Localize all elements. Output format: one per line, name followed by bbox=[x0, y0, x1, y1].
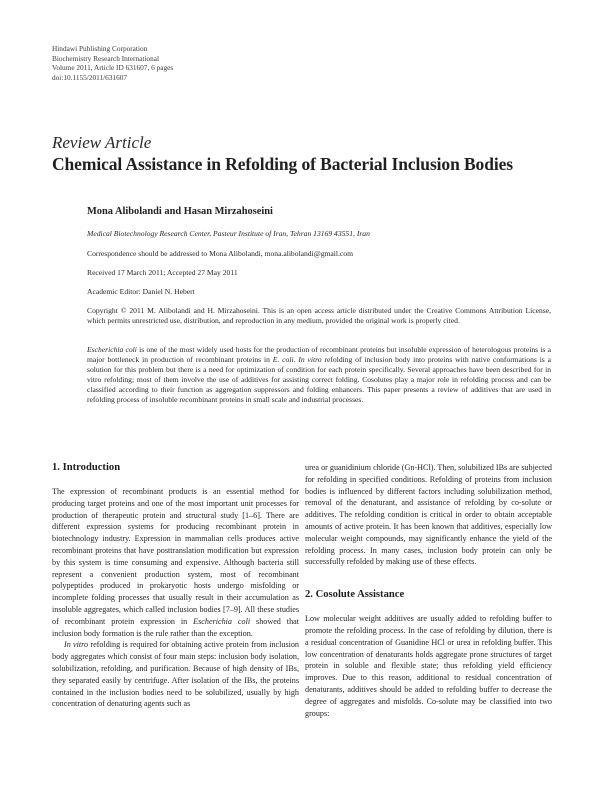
abstract-ecoli: E. coli bbox=[272, 355, 294, 364]
dates: Received 17 March 2011; Accepted 27 May 2011 bbox=[87, 268, 238, 277]
academic-editor: Academic Editor: Daniel N. Hebert bbox=[87, 287, 195, 296]
right-column bbox=[305, 462, 552, 719]
journal-name: Biochemistry Research International bbox=[52, 53, 159, 63]
volume-info: Volume 2011, Article ID 631607, 6 pages bbox=[52, 63, 174, 73]
correspondence: Correspondence should be addressed to Mona Alibolandi, mona.alibolandi@gmail.com bbox=[87, 249, 353, 258]
section-heading-cosolute: 2. Cosolute Assistance bbox=[305, 589, 405, 601]
intro-ecoli: Escherichia coli bbox=[193, 616, 251, 626]
abstract-organism: Escherichia coli bbox=[87, 345, 137, 354]
publisher: Hindawi Publishing Corporation bbox=[52, 44, 148, 53]
doi: doi:10.1155/2011/631607 bbox=[52, 72, 128, 82]
affiliation: Medical Biotechnology Research Center, Pasteur Institute of Iran, Tehran 13169 43551, Iran bbox=[87, 229, 370, 238]
article-type: Review Article bbox=[52, 133, 152, 152]
abstract-text-3: refolding of inclusion body into proteins with native conformations is a solution for this problem but there is a need for optimization of condition for each protein specifically. Several approaches have been described for in vitro refolding; most of them involve the use of additives for assisting correct folding. Cosolutes play a major role in refolding process and can be classified according to their function as aggregation suppressors and folding enhancers. This paper presents a review of additives that are used in refolding process of insoluble recombinant proteins in small scale and industrial processes. bbox=[87, 355, 551, 404]
abstract-text-1: is one of the most widely used hosts for the production of recombinant proteins but insoluble expression of heterologous proteins is a major bottleneck in production of recombinant proteins in bbox=[87, 345, 551, 364]
copyright: Copyright © 2011 M. Alibolandi and H. Mirzahoseini. This is an open access article distributed under the Creative Commons Attribution License, which permits unrestricted use, distribution, and reproduction in any medium, provided the original work is properly cited. bbox=[87, 306, 551, 325]
intro-text-1a: The expression of recombinant products is an essential method for producing target proteins and one of the most important unit processes for production of therapeutic protein and structural study [1–6]. There are different expression systems for producing recombinant protein in biotechnology industry. Expression in mammalian cells produces active recombinant proteins that have posttranslation modification but expression by this system is time consuming and expensive. Although bacteria still represent a convenient production system, most of recombinant polypeptides produced in prokaryotic hosts undergo misfolding or incomplete folding processes that usually result in their accumulation as insoluble aggregates, which called inclusion bodies [7–9]. All these studies of recombinant protein expression in bbox=[52, 487, 299, 626]
abstract-invitro: In vitro bbox=[298, 355, 322, 364]
article-title: Chemical Assistance in Refolding of Bacterial Inclusion Bodies bbox=[52, 154, 513, 174]
intro-paragraph-1 bbox=[52, 486, 299, 639]
intro-text-1b: showed that inclusion body formation is the rule rather than the exception. bbox=[52, 616, 299, 638]
intro-paragraph-2 bbox=[52, 639, 299, 710]
left-column bbox=[52, 462, 299, 710]
intro-continuation: urea or guanidinium chloride (Gn-HCl). Then, solubilized IBs are subjected for refolding in specified conditions. Refolding of proteins from inclusion bodies is influenced by different factors including solubilization method, removal of the denaturant, and assistance of refolding by co-solute or additives. The refolding condition is critical in order to obtain acceptable amounts of active protein. It has been known that additives, especially low molecular weight compounds, may significantly enhance the yield of the refolding process. In many cases, inclusion body protein can only be successfully refolded by making use of these effects. bbox=[305, 463, 552, 567]
abstract bbox=[87, 345, 551, 405]
intro-text-2: refolding is required for obtaining active protein from inclusion body aggregates which consist of four main steps: inclusion body isolation, solubilization, refolding, and purification. Because of high density of IBs, they separated easily by centrifuge. After isolation of the IBs, the proteins contained in the inclusion bodies need to be solubilized, usually by high concentration of denaturing agents such as bbox=[52, 640, 299, 709]
cosolute-paragraph: Low molecular weight additives are usually added to refolding buffer to promote the refolding process. In the case of refolding by dilution, there is a residual concentration of Guanidine HCl or urea in refolding buffer. This low concentration of denaturants holds aggregate prone structures of target protein in soluble and flexible state; thus refolding yield efficiency improves. Due to this reason, additional to residual concentration of denaturants, additives should be added to refolding buffer to decrease the degree of aggregates and misfolds. Co-solute may be classified into two groups: bbox=[305, 614, 552, 718]
intro-invitro: In vitro bbox=[64, 640, 89, 650]
journal-header bbox=[52, 44, 173, 82]
section-heading-introduction: 1. Introduction bbox=[52, 462, 121, 473]
abstract-text-2: . bbox=[293, 355, 299, 364]
authors: Mona Alibolandi and Hasan Mirzahoseini bbox=[87, 206, 273, 217]
